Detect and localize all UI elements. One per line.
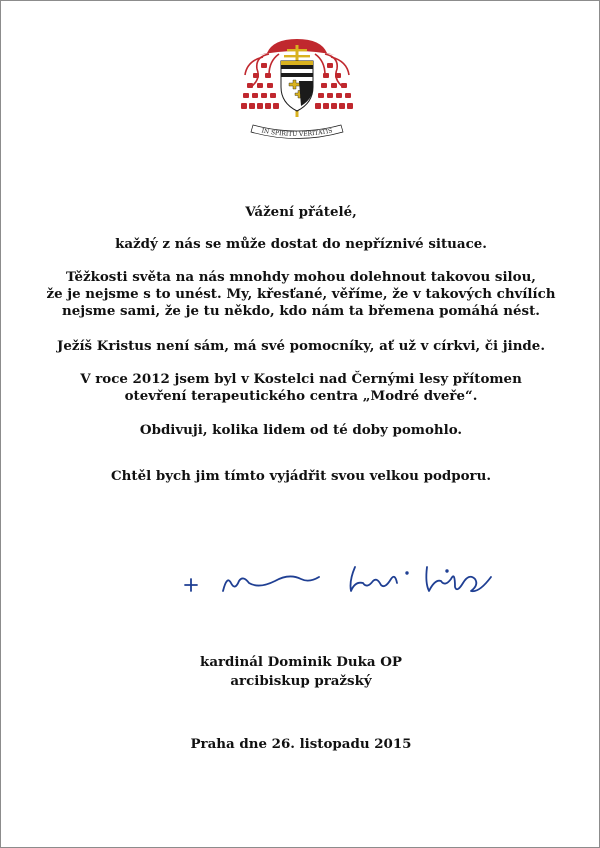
paragraph-2-line-1: Těžkosti světa na nás mnohdy mohou dolehnout takovou silou, <box>66 269 536 285</box>
paragraph-2-line-3: nejsme sami, že je tu někdo, kdo nám ta břemena pomáhá nést. <box>62 303 540 319</box>
motto-text: IN SPIRITU VERITATIS <box>260 127 334 139</box>
paragraph-1: každý z nás se může dostat do nepříznivé situace. <box>115 236 487 252</box>
signatory-name: kardinál Dominik Duka OP <box>200 654 402 670</box>
place-and-date: Praha dne 26. listopadu 2015 <box>190 736 412 752</box>
coat-of-arms <box>239 35 355 139</box>
shield-lower <box>299 81 313 106</box>
paragraph-5: Obdivuji, kolika lidem od té doby pomohlo. <box>139 422 463 438</box>
paragraph-4-line-1: V roce 2012 jsem byl v Kostelci nad Černými lesy přítomen <box>80 371 522 387</box>
shield-chief <box>281 61 313 65</box>
handwritten-signature <box>179 553 509 601</box>
paragraph-2-line-2: že je nejsme s to unést. My, křesťané, věříme, že v takových chvílích <box>46 286 556 302</box>
paragraph-6: Chtěl bych jim tímto vyjádřit svou velkou podporu. <box>110 468 491 484</box>
paragraph-3: Ježíš Kristus není sám, má své pomocníky, ať už v církvi, či jinde. <box>57 338 545 354</box>
paragraph-4-line-2: otevření terapeutického centra „Modré dveře“. <box>124 388 478 404</box>
signatory-title: arcibiskup pražský <box>230 673 372 689</box>
salutation: Vážení přátelé, <box>245 204 357 220</box>
